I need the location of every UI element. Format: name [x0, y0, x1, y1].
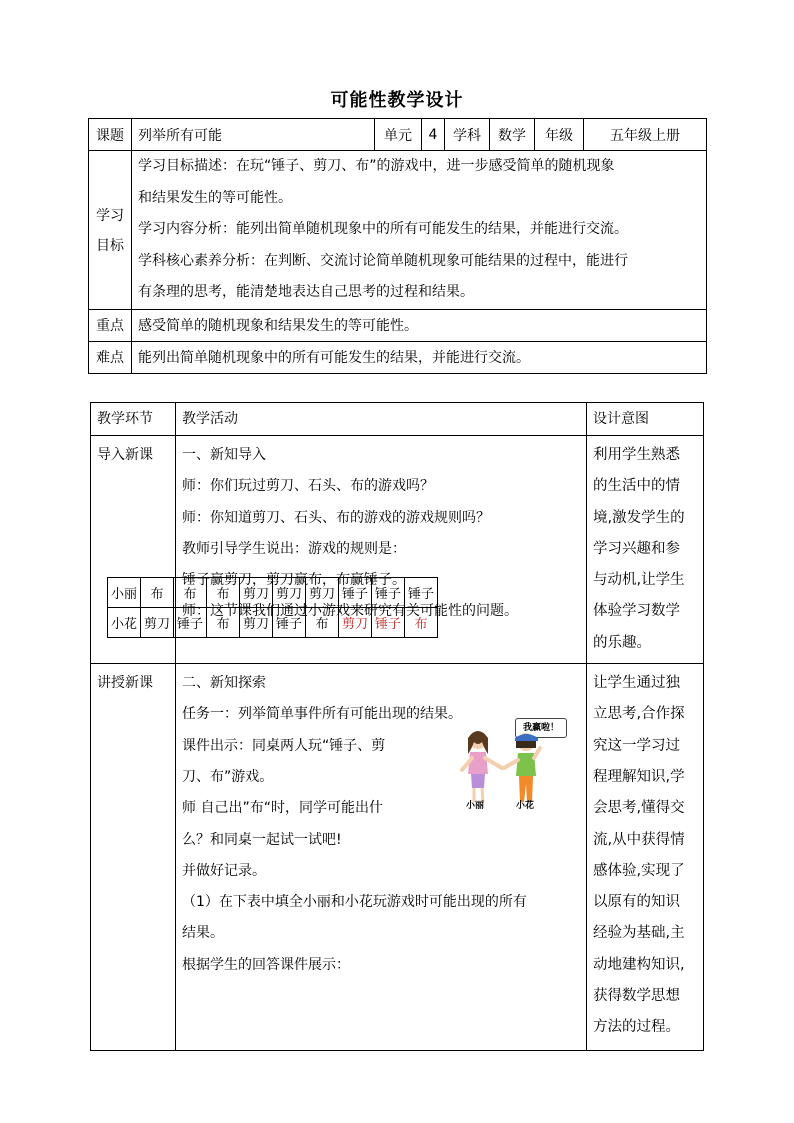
activity-line: 二、新知探索 — [182, 675, 266, 692]
activity-line: 师 自己出”布“时，同学可能出什 — [182, 800, 383, 817]
intent-line: 境,激发学生的 — [593, 509, 685, 526]
intent-line: 立思考,合作探 — [593, 706, 685, 723]
unit-label: 单元 — [375, 119, 422, 151]
result-cell: 剪刀 — [141, 608, 174, 638]
result-cell: 锤子 — [273, 608, 306, 638]
activity-new — [176, 664, 587, 1051]
info-row-topic — [89, 119, 707, 151]
result-cell: 剪刀 — [240, 578, 273, 608]
stage-new — [91, 664, 176, 1051]
stage-label: 导入新课 — [97, 447, 153, 463]
result-cell: 剪刀 — [240, 608, 273, 638]
activity-line: 课件出示：同桌两人玩“锤子、剪 — [182, 737, 386, 754]
activity-line: 并做好记录。 — [182, 862, 266, 879]
intent-line: 程理解知识,学 — [593, 768, 685, 785]
speech-bubble: 我赢啦！ — [515, 718, 567, 738]
intent-line: 以原有的知识 — [593, 894, 680, 911]
goal-line: 有条理的思考，能清楚地表达自己思考的过程和结果。 — [138, 284, 474, 300]
results-table — [107, 577, 438, 638]
course-info-table — [88, 118, 707, 374]
subject-value: 数学 — [490, 119, 535, 151]
plan-row-new — [91, 664, 704, 1051]
intent-line: 获得数学思想 — [593, 988, 680, 1005]
topic-label: 课题 — [89, 119, 132, 151]
header-stage: 教学环节 — [91, 403, 176, 436]
intent-line: 让学生通过独 — [593, 675, 680, 692]
header-intent: 设计意图 — [587, 403, 704, 436]
intent-line: 的乐趣。 — [593, 634, 651, 651]
activity-line: 结果。 — [182, 925, 224, 942]
subject-label: 学科 — [445, 119, 490, 151]
result-cell: 锤子 — [339, 578, 372, 608]
goal-label — [89, 151, 132, 310]
intent-line: 经验为基础,主 — [593, 925, 685, 942]
intent-line: 体验学习数学 — [593, 603, 680, 620]
unit-value: 4 — [422, 119, 445, 151]
intent-line: 流,从中获得情 — [593, 831, 685, 848]
name-right: 小花 — [516, 801, 535, 812]
intent-line: 究这一学习过 — [593, 737, 680, 754]
activity-line: 锤子赢剪刀，剪刀赢布，布赢锤子。 — [182, 572, 406, 589]
result-cell: 布 — [207, 578, 240, 608]
intent-line: 方法的过程。 — [593, 1019, 680, 1036]
grade-value: 五年级上册 — [584, 119, 707, 151]
goal-line: 学习目标描述：在玩“锤子、剪刀、布”的游戏中，进一步感受简单的随机现象 — [138, 158, 615, 174]
page-title: 可能性教学设计 — [330, 90, 464, 111]
results-row-xiaohua — [108, 608, 438, 638]
key-value: 感受简单的随机现象和结果发生的等可能性。 — [132, 309, 707, 341]
result-cell: 小丽 — [108, 578, 141, 608]
intent-line: 学习兴趣和参 — [593, 540, 680, 557]
result-cell-highlight: 布 — [405, 608, 438, 638]
grade-label: 年级 — [535, 119, 584, 151]
result-cell: 剪刀 — [306, 578, 339, 608]
result-cell-highlight: 锤子 — [372, 608, 405, 638]
result-cell: 布 — [141, 578, 174, 608]
activity-line: 根据学生的回答课件展示： — [182, 956, 350, 973]
activity-line: 师：你知道剪刀、石头、布的游戏的游戏规则吗？ — [182, 509, 490, 526]
info-row-key — [89, 309, 707, 341]
intent-line: 利用学生熟悉 — [593, 447, 680, 463]
name-left: 小丽 — [466, 801, 485, 812]
intent-line: 的生活中的情 — [593, 478, 680, 495]
goal-line: 和结果发生的等可能性。 — [138, 189, 292, 206]
result-cell: 锤子 — [174, 608, 207, 638]
intent-line: 会思考,懂得交 — [593, 800, 685, 817]
result-cell: 布 — [306, 608, 339, 638]
header-activity: 教学活动 — [176, 403, 587, 436]
info-row-goals — [89, 151, 707, 310]
difficulty-label: 难点 — [89, 341, 132, 373]
activity-line: 一、新知导入 — [182, 447, 266, 463]
intent-intro — [587, 436, 704, 664]
result-cell-highlight: 剪刀 — [339, 608, 372, 638]
activity-content — [182, 668, 580, 981]
activity-line: 师：你们玩过剪刀、石头、布的游戏吗？ — [182, 478, 434, 495]
result-cell: 小花 — [108, 608, 141, 638]
activity-line: 刀、布”游戏。 — [182, 768, 274, 785]
topic-value: 列举所有可能 — [132, 119, 375, 151]
plan-header-row — [91, 403, 704, 436]
intent-line: 与动机,让学生 — [593, 572, 685, 589]
result-cell: 布 — [207, 608, 240, 638]
activity-line: 教师引导学生说出：游戏的规则是： — [182, 540, 406, 557]
result-cell: 锤子 — [405, 578, 438, 608]
goal-line: 学习内容分析：能列出简单随机现象中的所有可能发生的结果，并能进行交流。 — [138, 221, 628, 237]
activity-line: 任务一：列举简单事件所有可能出现的结果。 — [182, 706, 462, 723]
stage-label: 讲授新课 — [97, 675, 153, 692]
intent-line: 动地建构知识, — [593, 956, 685, 973]
activity-line: 么？和同桌一起试一试吧! — [182, 831, 342, 848]
goal-label-line-2: 目标 — [96, 237, 124, 254]
lesson-plan-table — [90, 402, 704, 1051]
result-cell: 锤子 — [372, 578, 405, 608]
goal-line: 学科核心素养分析：在判断、交流讨论简单随机现象可能结果的过程中，能进行 — [138, 252, 628, 269]
info-row-difficulty — [89, 341, 707, 373]
results-row-xiaoli — [108, 578, 438, 608]
activity-line: 师：这节课我们通过小游戏来研究有关可能性的问题。 — [182, 603, 518, 620]
intent-new — [587, 664, 704, 1051]
intent-line: 感体验,实现了 — [593, 862, 685, 879]
result-cell: 剪刀 — [273, 578, 306, 608]
two-girls-illustration — [448, 718, 570, 814]
goal-label-line-1: 学习 — [96, 207, 124, 224]
activity-line: （1）在下表中填全小丽和小花玩游戏时可能出现的所有 — [182, 894, 527, 911]
goal-content — [132, 151, 707, 310]
result-cell: 布 — [174, 578, 207, 608]
difficulty-value: 能列出简单随机现象中的所有可能发生的结果，并能进行交流。 — [132, 341, 707, 373]
key-label: 重点 — [89, 309, 132, 341]
